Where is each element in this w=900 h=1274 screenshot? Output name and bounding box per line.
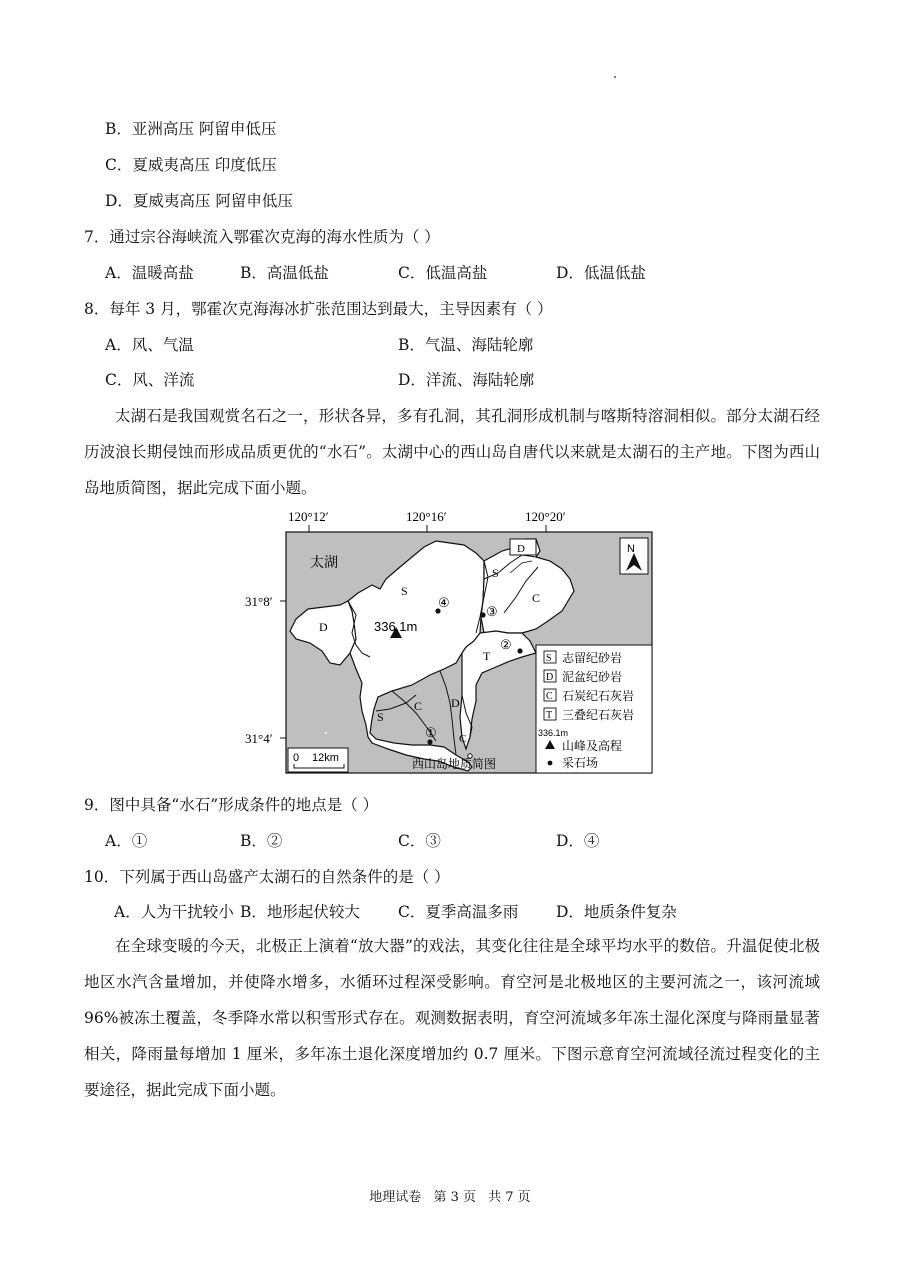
scan-dot [614,76,616,78]
q9-option-b[interactable]: B．② [240,832,283,850]
region-t: T [483,649,491,663]
region-c-3: C [459,733,467,745]
region-c-1: C [532,591,541,605]
q9-stem: 9．图中具备“水石”形成条件的地点是（ ） [84,796,379,814]
q8-stem: 8．每年 3 月，鄂霍次克海海冰扩张范围达到最大，主导因素有（ ） [84,300,553,318]
site-label-4: ④ [438,595,450,610]
region-d-3: D [451,696,460,710]
q8-option-b[interactable]: B．气温、海陆轮廓 [398,336,534,354]
legend-peak-value: 336.1m [538,728,569,738]
q7-stem: 7．通过宗谷海峡流入鄂霍次克海的海水性质为（ ） [84,228,440,246]
region-s-3: S [377,710,384,724]
legend-label-s: 志留纪砂岩 [562,651,623,665]
legend-swatch-s-letter: S [546,653,552,664]
quarry-site-1 [427,739,432,744]
q7-option-b[interactable]: B．高温低盐 [240,264,329,282]
q7-option-a[interactable]: A．温暖高盐 [105,264,194,282]
legend-label-peak: 山峰及高程 [562,739,623,753]
quarry-site-3 [480,612,485,617]
q6-option-d[interactable]: D．夏威夷高压 阿留申低压 [105,192,293,210]
q10-option-d[interactable]: D．地质条件复杂 [556,903,677,921]
region-d-2: D [517,543,525,555]
q8-option-a[interactable]: A．风、气温 [105,336,194,354]
legend-quarry-icon [548,761,553,766]
legend-label-quarry: 采石场 [562,756,599,770]
q6-option-c[interactable]: C．夏威夷高压 印度低压 [105,156,277,174]
footer-subject: 地理试卷 [369,1190,422,1205]
legend-swatch-d-letter: D [546,672,554,683]
legend-label-c: 石炭纪石灰岩 [562,689,635,703]
site-label-2: ② [500,637,512,652]
region-s-2: S [492,566,499,580]
lon-label-1: 120°12′ [288,509,329,524]
footer-page: 第 3 页 [433,1190,476,1205]
legend-swatch-t-letter: T [546,710,553,721]
xishan-geology-map [240,505,670,780]
q7-option-d[interactable]: D．低温低盐 [556,264,646,282]
q10-option-a[interactable]: A．人为干扰较小 [114,903,234,921]
footer-total: 共 7 页 [488,1190,531,1205]
q8-option-d[interactable]: D．洋流、海陆轮廓 [398,371,535,389]
north-label: N [627,543,635,555]
passage-taihu-stone [84,398,820,506]
region-s-1: S [401,584,408,598]
q9-option-d[interactable]: D．④ [556,832,600,850]
lat-label-1: 31°8′ [245,594,273,609]
legend-label-t: 三叠纪石灰岩 [562,708,635,722]
quarry-site-2 [517,648,522,653]
passage-taihu-stone-text: 太湖石是我国观赏名石之一，形状各异，多有孔洞，其孔洞形成机制与喀斯特溶洞相似。部分太湖石经历波浪长期侵蚀而形成品质更优的“水石”。太湖中心的西山岛自唐代以来就是太湖石的主产地。下图为西山岛地质简图，据此完成下面小题。 [84,407,820,497]
q8-option-c[interactable]: C．风、洋流 [105,371,195,389]
page-footer [0,1186,900,1205]
q7-option-c[interactable]: C．低温高盐 [398,264,488,282]
legend-swatch-c-letter: C [546,691,553,702]
lat-label-2: 31°4′ [245,731,273,746]
lon-label-3: 120°20′ [525,509,566,524]
passage-arctic-yukon-text: 在全球变暖的今天，北极正上演着“放大器”的戏法，其变化往往是全球平均水平的数倍。升温促使北极地区水汽含量增加，并使降水增多，水循环过程深受影响。育空河是北极地区的主要河流之一，该河流域 96%被冻土覆盖，冬季降水常以积雪形式存在。观测数据表明，育空河流域多年冻土湿化深度与降雨量显著相关，降雨量每增加 1 厘米，多年冻土退化深度增加约 0.7 厘米。下图示意育空河流域径流过程变化的主要途径，据此完成下面小题。 [84,937,820,1099]
q10-option-c[interactable]: C．夏季高温多雨 [398,903,519,921]
small-islet-2 [325,732,327,734]
scale-zero: 0 [293,752,300,764]
region-c-2: C [414,699,423,713]
passage-arctic-yukon [84,928,820,1108]
lake-label: 太湖 [310,556,338,571]
scale-label: 12km [312,752,339,764]
region-d-1: D [319,620,328,634]
legend-label-d: 泥盆纪砂岩 [562,670,623,684]
peak-elevation-label: 336.1m [374,619,418,634]
q10-stem: 10．下列属于西山岛盛产太湖石的自然条件的是（ ） [84,868,450,886]
q9-option-c[interactable]: C．③ [398,832,441,850]
site-label-1: ① [425,725,437,740]
site-label-3: ③ [486,604,498,619]
q10-option-b[interactable]: B．地形起伏较大 [240,903,360,921]
q6-option-b[interactable]: B．亚洲高压 阿留申低压 [105,120,277,138]
lon-label-2: 120°16′ [406,509,447,524]
map-caption: 西山岛地质简图 [412,757,497,771]
q9-option-a[interactable]: A．① [105,832,148,850]
